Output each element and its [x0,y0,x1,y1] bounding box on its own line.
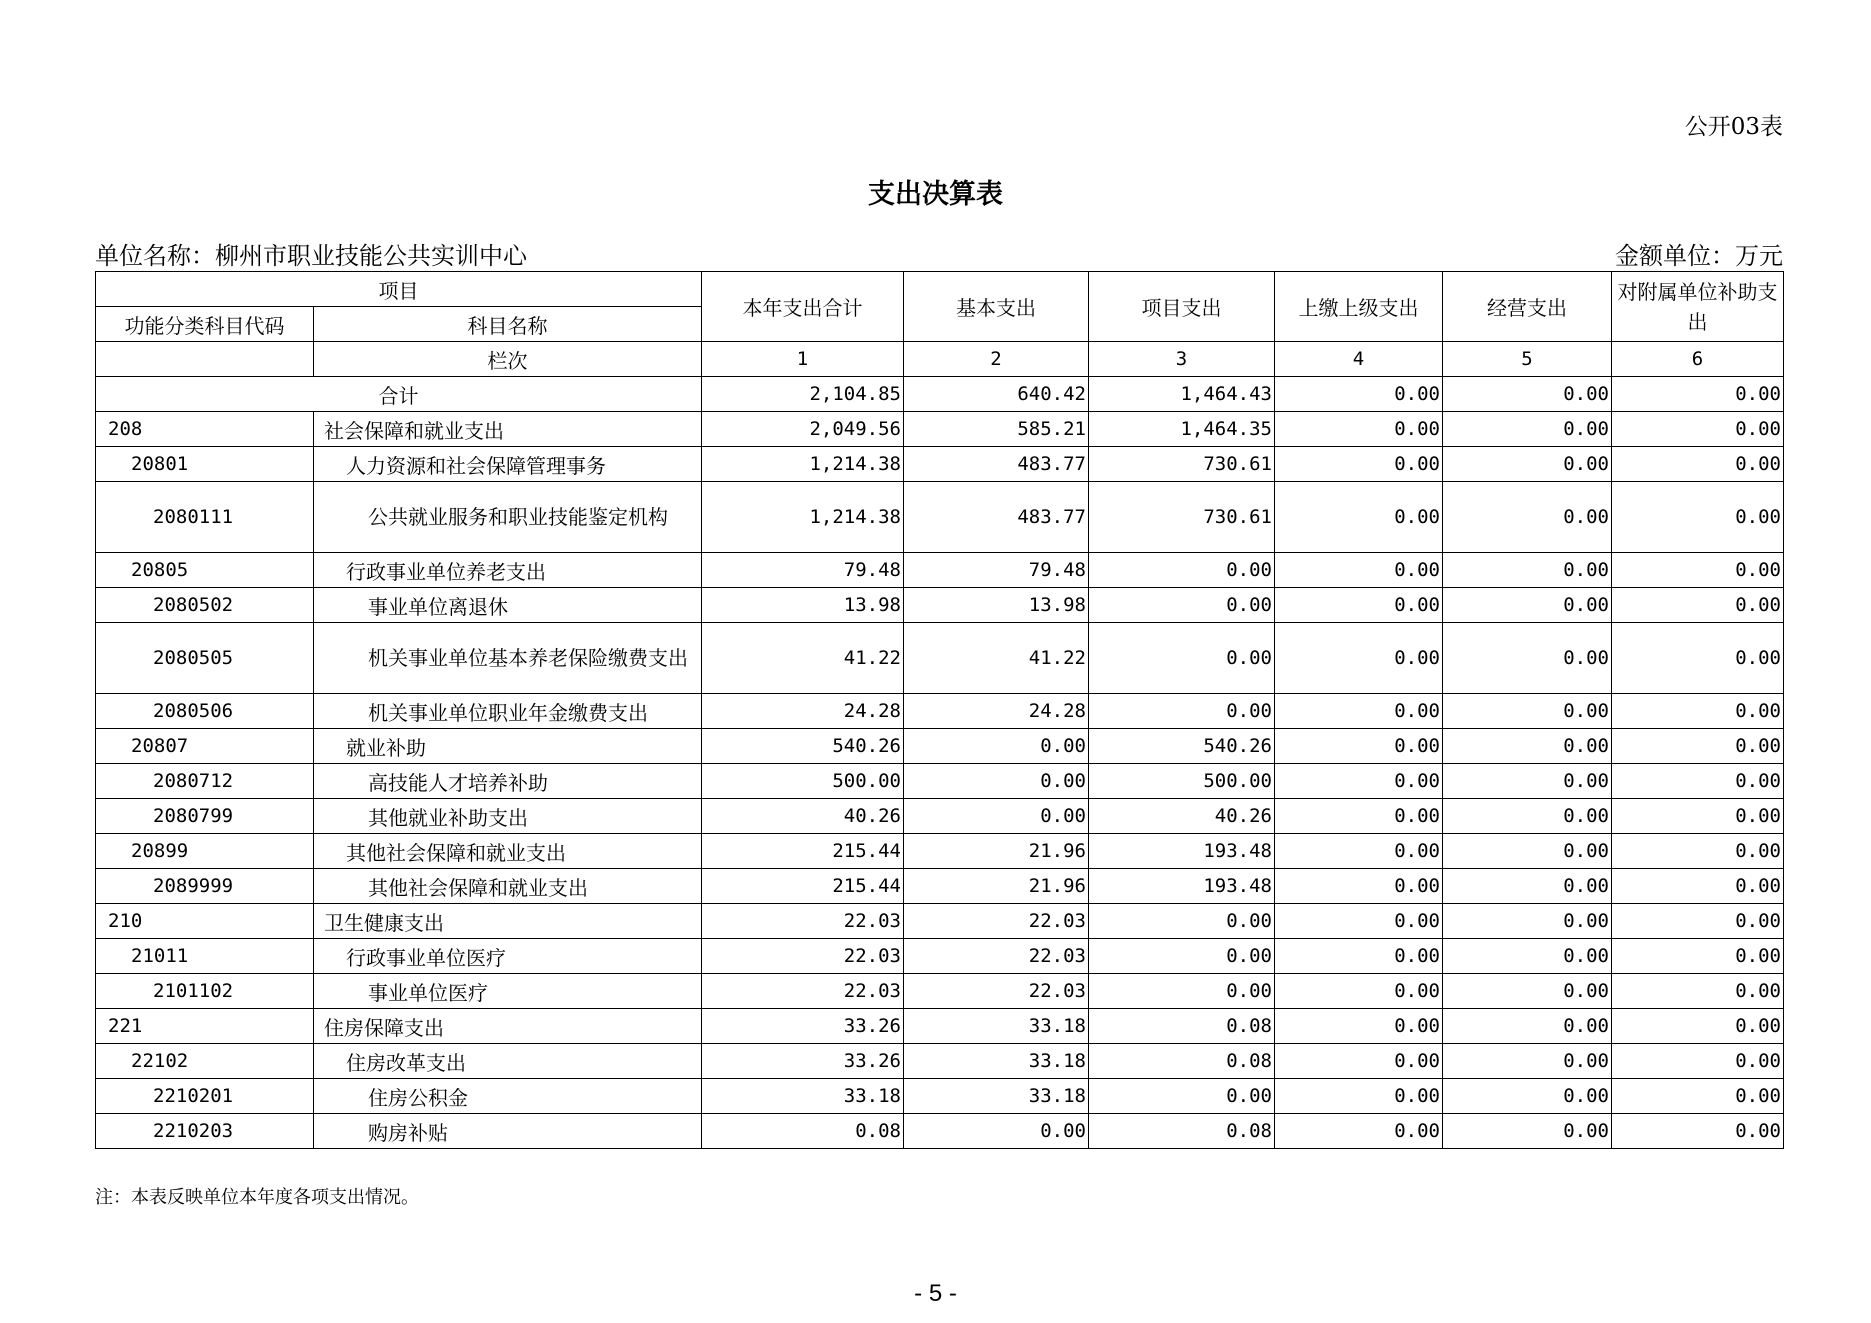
subject-name: 行政事业单位养老支出 [314,553,702,588]
value-col-6: 0.00 [1612,1009,1784,1044]
table-row [96,553,1784,588]
value-col-4: 0.00 [1275,904,1443,939]
form-code: 公开03表 [1684,114,1783,140]
sequence-label: 栏次 [314,342,702,377]
total-label: 合计 [96,377,702,412]
value-col-2: 483.77 [904,482,1089,553]
table-row [96,1114,1784,1149]
header-col1: 本年支出合计 [702,272,904,342]
table-row [96,799,1784,834]
table-row [96,904,1784,939]
value-col-2: 483.77 [904,447,1089,482]
value-col-3: 0.08 [1089,1044,1275,1079]
value-col-5: 0.00 [1443,1079,1612,1114]
value-col-5: 0.00 [1443,974,1612,1009]
value-col-6: 0.00 [1612,869,1784,904]
header-col5: 经营支出 [1443,272,1612,342]
value-col-3: 500.00 [1089,764,1275,799]
value-col-3: 730.61 [1089,482,1275,553]
subject-name: 社会保障和就业支出 [314,412,702,447]
value-col-6: 0.00 [1612,1044,1784,1079]
subject-code: 2080502 [96,588,314,623]
value-col-6: 0.00 [1612,447,1784,482]
value-col-5: 0.00 [1443,904,1612,939]
value-col-6: 0.00 [1612,939,1784,974]
value-col-3: 40.26 [1089,799,1275,834]
subject-code: 2089999 [96,869,314,904]
subject-name: 高技能人才培养补助 [314,764,702,799]
value-col-1: 40.26 [702,799,904,834]
value-col-6: 0.00 [1612,834,1784,869]
value-col-3: 0.08 [1089,1009,1275,1044]
page-title: 支出决算表 [868,179,1003,210]
value-col-2: 22.03 [904,904,1089,939]
total-row [96,377,1784,412]
value-col-6: 0.00 [1612,623,1784,694]
value-col-3: 0.00 [1089,904,1275,939]
value-col-4: 0.00 [1275,588,1443,623]
header-name: 科目名称 [314,307,702,342]
subject-name: 人力资源和社会保障管理事务 [314,447,702,482]
value-col-6: 0.00 [1612,904,1784,939]
unit-name: 单位名称：柳州市职业技能公共实训中心 [95,242,527,270]
value-col-1: 22.03 [702,939,904,974]
subject-name: 其他社会保障和就业支出 [314,869,702,904]
value-col-6: 0.00 [1612,482,1784,553]
table-note: 注：本表反映单位本年度各项支出情况。 [95,1187,419,1208]
subject-name: 公共就业服务和职业技能鉴定机构 [314,482,702,553]
subject-name: 住房保障支出 [314,1009,702,1044]
subject-code: 2080111 [96,482,314,553]
value-col-2: 13.98 [904,588,1089,623]
value-col-2: 21.96 [904,834,1089,869]
subject-name: 就业补助 [314,729,702,764]
value-col-2: 33.18 [904,1044,1089,1079]
value-col-5: 0.00 [1443,588,1612,623]
value-col-6: 0.00 [1612,799,1784,834]
value-col-1: 22.03 [702,974,904,1009]
value-col-4: 0.00 [1275,729,1443,764]
value-col-2: 0.00 [904,1114,1089,1149]
subject-name: 住房公积金 [314,1079,702,1114]
table-row [96,482,1784,553]
value-col-1: 33.26 [702,1044,904,1079]
subject-code: 20899 [96,834,314,869]
table-row [96,974,1784,1009]
subject-code: 20801 [96,447,314,482]
value-col-3: 193.48 [1089,869,1275,904]
value-col-4: 0.00 [1275,623,1443,694]
value-col-4: 0.00 [1275,482,1443,553]
subject-name: 其他社会保障和就业支出 [314,834,702,869]
total-value-1: 2,104.85 [702,377,904,412]
value-col-3: 1,464.35 [1089,412,1275,447]
value-col-2: 22.03 [904,974,1089,1009]
header-code: 功能分类科目代码 [96,307,314,342]
subject-name: 购房补贴 [314,1114,702,1149]
value-col-4: 0.00 [1275,834,1443,869]
value-col-6: 0.00 [1612,1079,1784,1114]
total-value-3: 1,464.43 [1089,377,1275,412]
table-row [96,623,1784,694]
value-col-6: 0.00 [1612,694,1784,729]
amount-unit: 金额单位：万元 [1615,242,1783,270]
value-col-5: 0.00 [1443,939,1612,974]
value-col-4: 0.00 [1275,1044,1443,1079]
table-row [96,1009,1784,1044]
value-col-1: 79.48 [702,553,904,588]
value-col-2: 22.03 [904,939,1089,974]
value-col-2: 33.18 [904,1009,1089,1044]
value-col-3: 193.48 [1089,834,1275,869]
value-col-3: 0.00 [1089,623,1275,694]
table-row [96,1079,1784,1114]
value-col-5: 0.00 [1443,694,1612,729]
table-row [96,588,1784,623]
table-row [96,412,1784,447]
table-row [96,694,1784,729]
sequence-2: 2 [904,342,1089,377]
value-col-1: 24.28 [702,694,904,729]
value-col-3: 0.00 [1089,974,1275,1009]
value-col-5: 0.00 [1443,1009,1612,1044]
total-value-5: 0.00 [1443,377,1612,412]
value-col-1: 500.00 [702,764,904,799]
value-col-1: 215.44 [702,834,904,869]
subject-code: 2080712 [96,764,314,799]
value-col-6: 0.00 [1612,974,1784,1009]
value-col-2: 0.00 [904,729,1089,764]
table-row [96,939,1784,974]
sequence-1: 1 [702,342,904,377]
value-col-4: 0.00 [1275,412,1443,447]
value-col-2: 0.00 [904,764,1089,799]
value-col-5: 0.00 [1443,447,1612,482]
value-col-1: 22.03 [702,904,904,939]
value-col-4: 0.00 [1275,447,1443,482]
sequence-row [96,342,1784,377]
value-col-5: 0.00 [1443,1114,1612,1149]
subject-name: 住房改革支出 [314,1044,702,1079]
subject-code: 210 [96,904,314,939]
value-col-2: 21.96 [904,869,1089,904]
value-col-6: 0.00 [1612,764,1784,799]
subject-name: 其他就业补助支出 [314,799,702,834]
header-col2: 基本支出 [904,272,1089,342]
value-col-5: 0.00 [1443,412,1612,447]
table-row [96,834,1784,869]
value-col-1: 13.98 [702,588,904,623]
subject-code: 221 [96,1009,314,1044]
value-col-3: 0.00 [1089,588,1275,623]
subject-code: 2080506 [96,694,314,729]
value-col-1: 0.08 [702,1114,904,1149]
value-col-1: 540.26 [702,729,904,764]
value-col-1: 1,214.38 [702,447,904,482]
value-col-3: 0.00 [1089,1079,1275,1114]
value-col-3: 730.61 [1089,447,1275,482]
table-row [96,447,1784,482]
subject-name: 机关事业单位职业年金缴费支出 [314,694,702,729]
page-number: - 5 - [914,1280,957,1307]
value-col-4: 0.00 [1275,974,1443,1009]
value-col-4: 0.00 [1275,869,1443,904]
subject-code: 2080799 [96,799,314,834]
value-col-4: 0.00 [1275,694,1443,729]
sequence-3: 3 [1089,342,1275,377]
value-col-4: 0.00 [1275,1079,1443,1114]
subject-name: 机关事业单位基本养老保险缴费支出 [314,623,702,694]
value-col-2: 585.21 [904,412,1089,447]
subject-code: 2101102 [96,974,314,1009]
subject-name: 事业单位医疗 [314,974,702,1009]
value-col-6: 0.00 [1612,729,1784,764]
value-col-3: 0.08 [1089,1114,1275,1149]
value-col-1: 41.22 [702,623,904,694]
subject-name: 卫生健康支出 [314,904,702,939]
value-col-6: 0.00 [1612,412,1784,447]
value-col-6: 0.00 [1612,588,1784,623]
subject-code: 2210203 [96,1114,314,1149]
total-value-4: 0.00 [1275,377,1443,412]
value-col-1: 2,049.56 [702,412,904,447]
value-col-5: 0.00 [1443,834,1612,869]
value-col-5: 0.00 [1443,869,1612,904]
expenditure-table [95,271,1784,1149]
value-col-6: 0.00 [1612,1114,1784,1149]
value-col-5: 0.00 [1443,764,1612,799]
value-col-5: 0.00 [1443,799,1612,834]
header-item: 项目 [96,272,702,307]
value-col-5: 0.00 [1443,1044,1612,1079]
subject-code: 22102 [96,1044,314,1079]
header-col3: 项目支出 [1089,272,1275,342]
value-col-5: 0.00 [1443,729,1612,764]
value-col-1: 33.26 [702,1009,904,1044]
value-col-4: 0.00 [1275,764,1443,799]
subject-code: 2080505 [96,623,314,694]
value-col-2: 24.28 [904,694,1089,729]
value-col-3: 540.26 [1089,729,1275,764]
table-row [96,869,1784,904]
total-value-6: 0.00 [1612,377,1784,412]
sequence-4: 4 [1275,342,1443,377]
sequence-5: 5 [1443,342,1612,377]
value-col-3: 0.00 [1089,694,1275,729]
value-col-6: 0.00 [1612,553,1784,588]
subject-code: 208 [96,412,314,447]
value-col-3: 0.00 [1089,939,1275,974]
value-col-3: 0.00 [1089,553,1275,588]
table-row [96,729,1784,764]
subject-code: 21011 [96,939,314,974]
sequence-6: 6 [1612,342,1784,377]
subject-code: 2210201 [96,1079,314,1114]
total-value-2: 640.42 [904,377,1089,412]
value-col-1: 33.18 [702,1079,904,1114]
subject-code: 20807 [96,729,314,764]
subject-name: 事业单位离退休 [314,588,702,623]
value-col-2: 0.00 [904,799,1089,834]
value-col-4: 0.00 [1275,1009,1443,1044]
table-row [96,764,1784,799]
value-col-4: 0.00 [1275,553,1443,588]
value-col-4: 0.00 [1275,939,1443,974]
header-col4: 上缴上级支出 [1275,272,1443,342]
value-col-5: 0.00 [1443,623,1612,694]
header-col6: 对附属单位补助支出 [1612,272,1784,342]
value-col-2: 41.22 [904,623,1089,694]
table-row [96,1044,1784,1079]
subject-name: 行政事业单位医疗 [314,939,702,974]
value-col-4: 0.00 [1275,1114,1443,1149]
value-col-5: 0.00 [1443,482,1612,553]
value-col-2: 33.18 [904,1079,1089,1114]
value-col-1: 1,214.38 [702,482,904,553]
value-col-2: 79.48 [904,553,1089,588]
subject-code: 20805 [96,553,314,588]
value-col-1: 215.44 [702,869,904,904]
value-col-4: 0.00 [1275,799,1443,834]
value-col-5: 0.00 [1443,553,1612,588]
